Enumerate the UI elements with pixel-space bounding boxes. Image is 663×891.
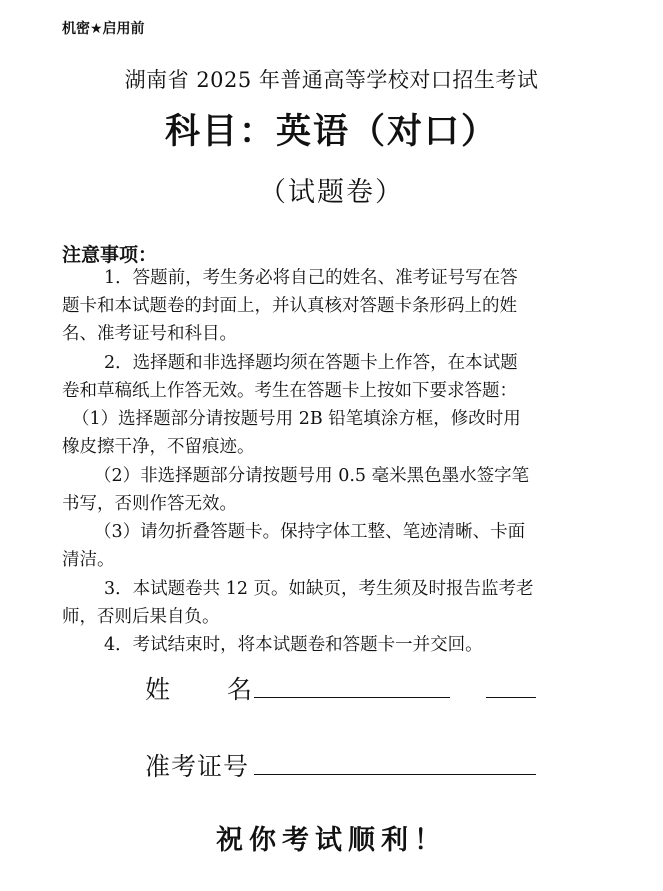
confidential-mark: 机密★启用前 (62, 21, 145, 37)
candidate-number-underline[interactable] (254, 774, 536, 775)
candidate-number-label: 准考证号 (145, 752, 250, 781)
notice-line: （1）选择题部分请按题号用 2B 铅笔填涂方框，修改时用 (72, 409, 521, 429)
name-label-second-char: 名 (227, 675, 254, 704)
notice-line: 2．选择题和非选择题均须在答题卡上作答，在本试题 (104, 353, 518, 373)
name-underline[interactable] (254, 697, 450, 698)
notice-line: 书写，否则作答无效。 (62, 494, 237, 514)
notice-line: 橡皮擦干净，不留痕迹。 (62, 437, 255, 457)
exam-title: 湖南省 2025 年普通高等学校对口招生考试 (124, 68, 539, 92)
notice-line: 清洁。 (62, 550, 115, 570)
notice-line: 名、准考证号和科目。 (62, 324, 237, 344)
notice-line: 3．本试题卷共 12 页。如缺页，考生须及时报告监考老 (104, 579, 534, 599)
paper-type-label: （试题卷） (259, 177, 404, 208)
notice-heading: 注意事项： (62, 244, 158, 266)
name-underline-extension (486, 697, 536, 698)
name-label-first-char: 姓 (145, 675, 172, 704)
notice-line: 4．考试结束时，将本试题卷和答题卡一并交回。 (104, 635, 483, 655)
notice-line: （3）请勿折叠答题卡。保持字体工整、笔迹清晰、卡面 (94, 522, 526, 542)
notice-line: （2）非选择题部分请按题号用 0.5 毫米黑色墨水签字笔 (94, 466, 530, 486)
notice-line: 师，否则后果自负。 (62, 607, 220, 627)
good-luck-message: 祝你考试顺利！ (216, 825, 447, 856)
notice-line: 卷和草稿纸上作答无效。考生在答题卡上按如下要求答题： (62, 381, 517, 401)
notice-line: 题卡和本试题卷的封面上，并认真核对答题卡条形码上的姓 (62, 296, 517, 316)
subject-title: 科目：英语（对口） (164, 112, 498, 152)
notice-line: 1．答题前，考生务必将自己的姓名、准考证号写在答 (104, 268, 518, 288)
